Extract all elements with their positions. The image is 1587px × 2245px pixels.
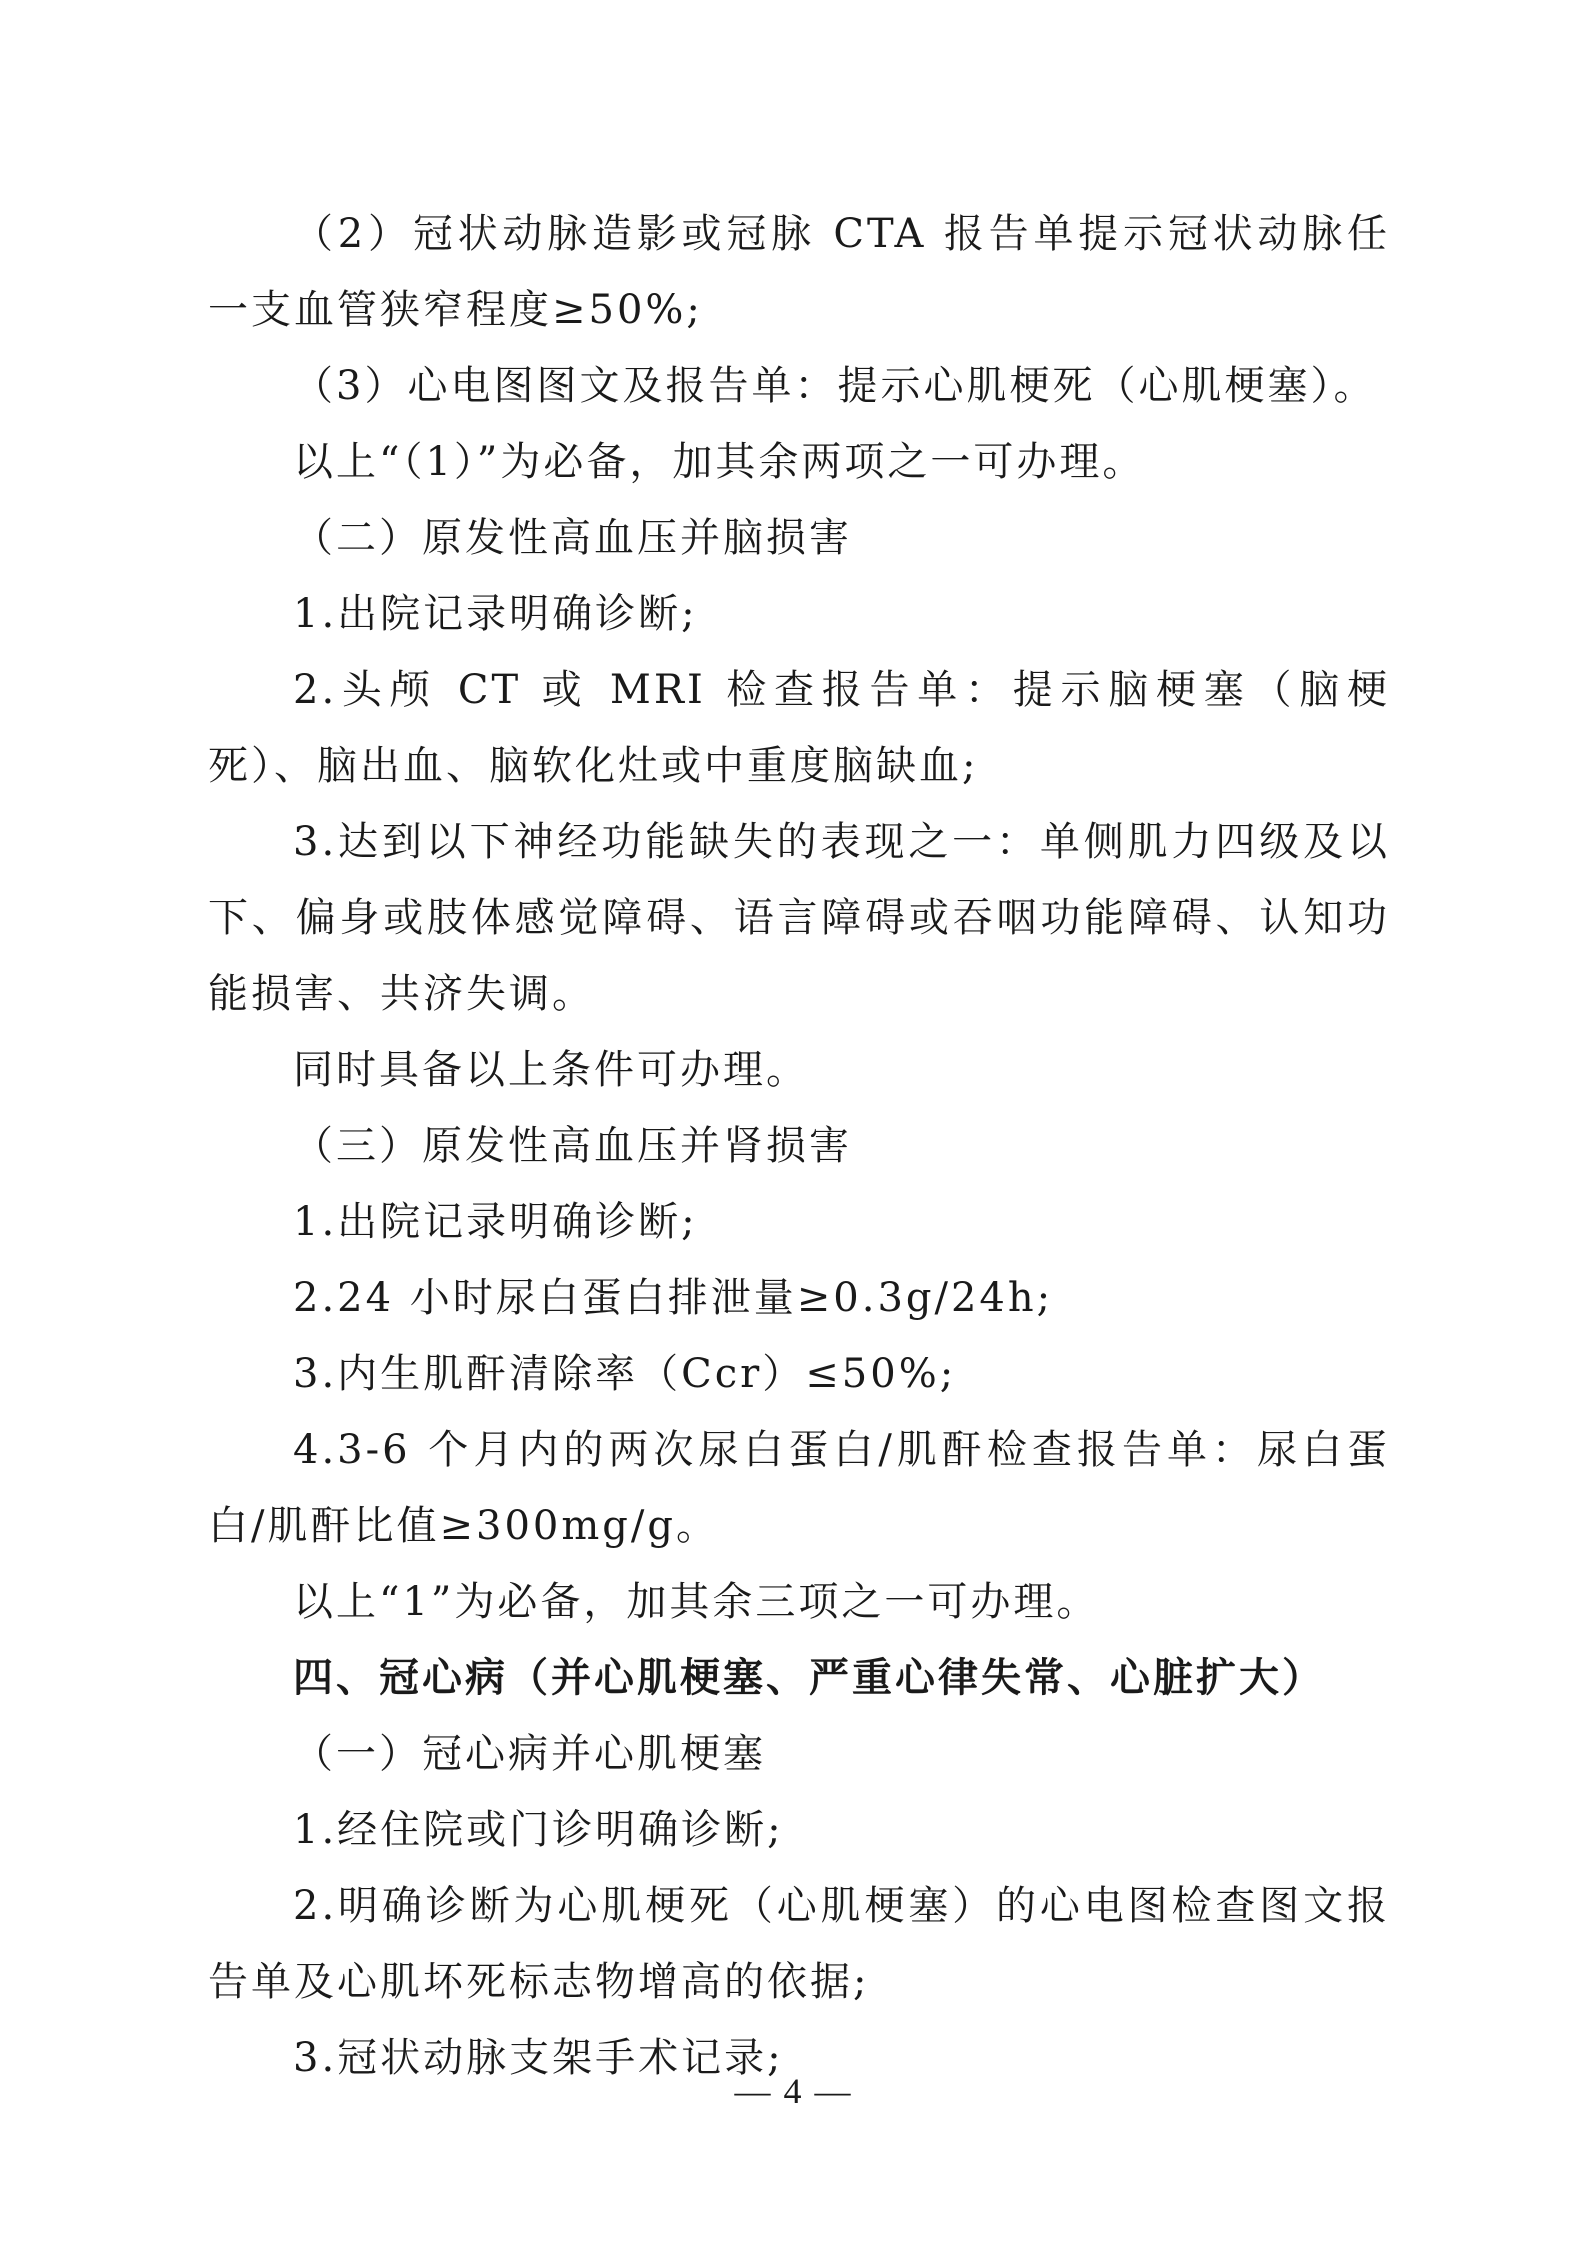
paragraph-requirement-note-2: 同时具备以上条件可办理。 (293, 1047, 809, 1093)
paragraph-coronary-angiography: （2）冠状动脉造影或冠脉 CTA 报告单提示冠状动脉任一支血管狭窄程度≥50%; (208, 211, 1390, 333)
section-heading-coronary-disease: 四、冠心病（并心肌梗塞、严重心律失常、心脏扩大） (293, 1654, 1325, 1701)
document-body (208, 196, 1390, 2096)
paragraph-head-ct-mri: 2.头颅 CT 或 MRI 检查报告单：提示脑梗塞（脑梗死）、脑出血、脑软化灶或中重度脑缺血; (208, 667, 1390, 789)
paragraph-mi-ecg-evidence: 2.明确诊断为心肌梗死（心肌梗塞）的心电图检查图文报告单及心肌坏死标志物增高的依据; (208, 1883, 1390, 2005)
subheading-coronary-mi: （一）冠心病并心肌梗塞 (293, 1731, 766, 1777)
paragraph-creatinine-clearance: 3.内生肌酐清除率（Ccr）≤50%; (293, 1351, 957, 1397)
paragraph-requirement-note-1: 以上“（1）”为必备，加其余两项之一可办理。 (293, 439, 1146, 485)
subheading-hypertension-brain: （二）原发性高血压并脑损害 (293, 515, 852, 561)
paragraph-requirement-note-3: 以上“1”为必备，加其余三项之一可办理。 (293, 1579, 1100, 1625)
page-number-footer: — 4 — (734, 2071, 853, 2111)
paragraph-urine-albumin: 2.24 小时尿白蛋白排泄量≥0.3g/24h; (293, 1275, 1054, 1321)
paragraph-discharge-record-2: 1.出院记录明确诊断; (293, 1199, 698, 1245)
paragraph-stent-record: 3.冠状动脉支架手术记录; (293, 2035, 784, 2081)
paragraph-hospital-diagnosis: 1.经住院或门诊明确诊断; (293, 1807, 784, 1853)
paragraph-neuro-deficit: 3.达到以下神经功能缺失的表现之一：单侧肌力四级及以下、偏身或肢体感觉障碍、语言障碍或吞咽功能障碍、认知功能损害、共济失调。 (208, 819, 1390, 1017)
paragraph-discharge-record-1: 1.出院记录明确诊断; (293, 591, 698, 637)
subheading-hypertension-kidney: （三）原发性高血压并肾损害 (293, 1123, 852, 1169)
paragraph-ecg-report: （3）心电图图文及报告单：提示心肌梗死（心肌梗塞）。 (293, 363, 1377, 409)
paragraph-albumin-creatinine-ratio: 4.3-6 个月内的两次尿白蛋白/肌酐检查报告单：尿白蛋白/肌酐比值≥300mg/g。 (208, 1427, 1390, 1549)
